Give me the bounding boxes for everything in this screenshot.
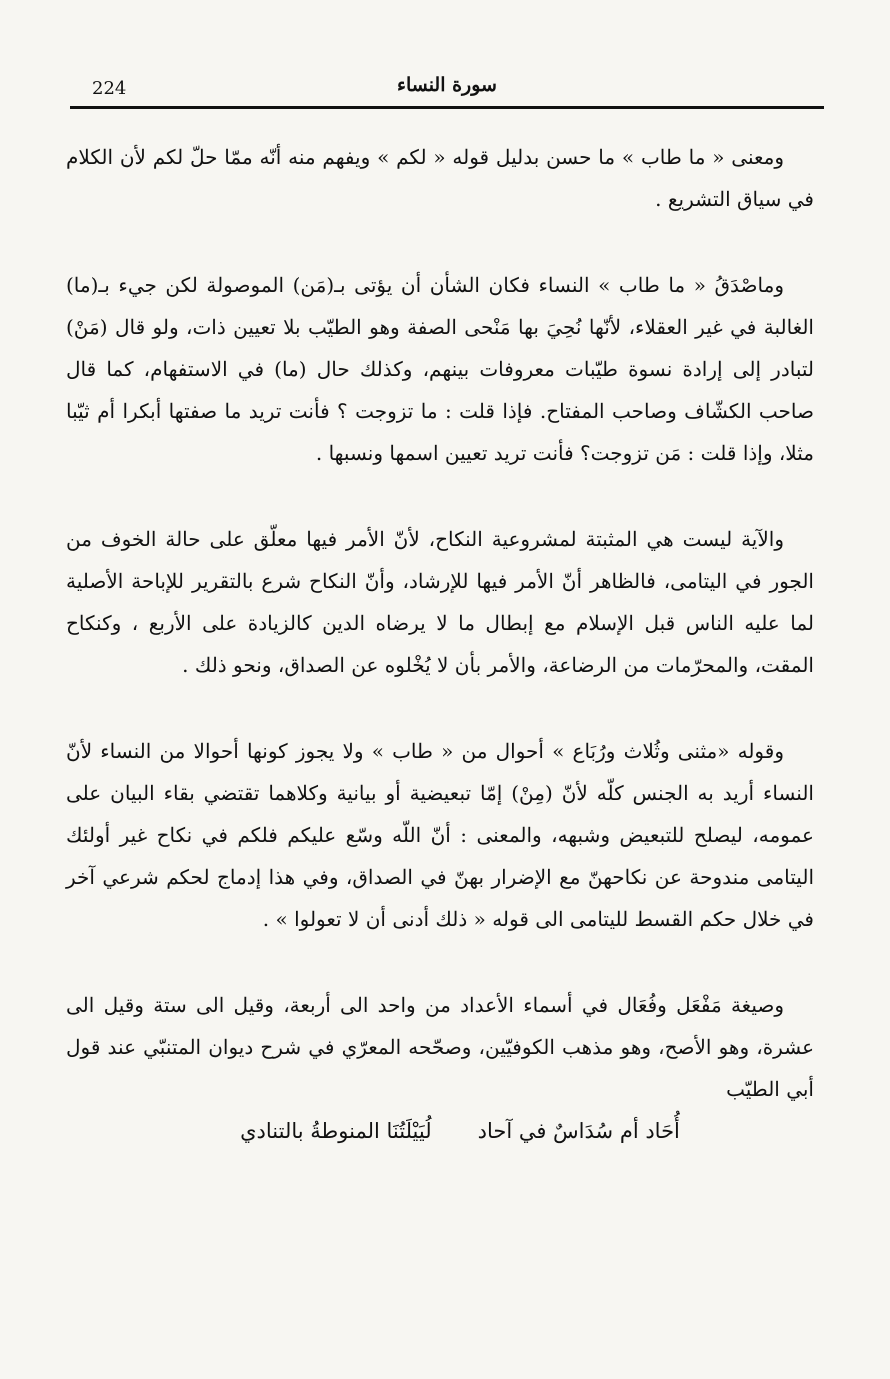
paragraph-5: وصيغة مَفْعَل وفُعَال في أسماء الأعداد من واحد الى أربعة، وقيل الى ستة وقيل الى عشرة، وهو الأصح، وهو مذهب الكوفيّين، وصحّحه المعرّي في شرح ديوان المتنبّي عند قول أبي الطيّب	[66, 993, 814, 1101]
verse-first-hemistich: أُحَاد أم سُدَاسٌ في آحاد	[477, 1119, 680, 1143]
page-number: 224	[92, 78, 127, 99]
body-text	[66, 136, 814, 1152]
verse-second-hemistich: لُيَيْلَتُنَا المنوطةُ بالتنادي	[240, 1119, 432, 1143]
paragraph-3: والآية ليست هي المثبتة لمشروعية النكاح، لأنّ الأمر فيها معلّق على حالة الخوف من الجور في اليتامى، فالظاهر أنّ الأمر فيها للإرشاد، وأنّ النكاح شرع بالتقرير للإباحة الأصلية لما عليه الناس قبل الإسلام مع إبطال ما لا يرضاه الدين كالزيادة على الأربع ، وكنكاح المقت، والمحرّمات من الرضاعة، والأمر بأن لا يُخْلوه عن الصداق، ونحو ذلك .	[66, 527, 814, 677]
running-title: سورة النساء	[397, 74, 497, 96]
poetry-verse	[66, 1110, 814, 1152]
paragraph-4: وقوله «مثنى وثُلاث ورُبَاع » أحوال من « طاب » ولا يجوز كونها أحوالا من النساء لأنّ النساء أريد به الجنس كلّه لأنّ (مِنْ) إمّا تبعيضية أو بيانية وكلاهما تقتضي بقاء البيان على عمومه، ليصلح للتبعيض وشبهه، والمعنى : أنّ اللّه وسّع عليكم فلكم في نكاح غير أولئك اليتامى مندوحة عن نكاحهنّ مع الإضرار بهنّ في الصداق، وفي هذا إدماج لحكم شرعي آخر في خلال حكم القسط لليتامى الى قوله « ذلك أدنى أن لا تعولوا » .	[66, 739, 814, 931]
paragraph-2: وماصْدَقُ « ما طاب » النساء فكان الشأن أن يؤتى بـ(مَن) الموصولة لكن جيء بـ(ما) الغالبة في غير العقلاء، لأنّها نُحِيَ بها مَنْحى الصفة وهو الطيّب بلا تعيين ذات، ولو قال (مَنْ) لتبادر إلى إرادة نسوة طيّبات معروفات بينهم، وكذلك حال (ما) في الاستفهام، كما قال صاحب الكشّاف وصاحب المفتاح. فإذا قلت : ما تزوجت ؟ فأنت تريد ما صفتها أبكرا أم ثيّبا مثلا، وإذا قلت : مَن تزوجت؟ فأنت تريد تعيين اسمها ونسبها .	[66, 273, 814, 465]
page-header	[70, 72, 824, 109]
paragraph-1: ومعنى « ما طاب » ما حسن بدليل قوله « لكم » ويفهم منه أنّه ممّا حلّ لكم لأن الكلام في سياق التشريع .	[66, 145, 814, 211]
